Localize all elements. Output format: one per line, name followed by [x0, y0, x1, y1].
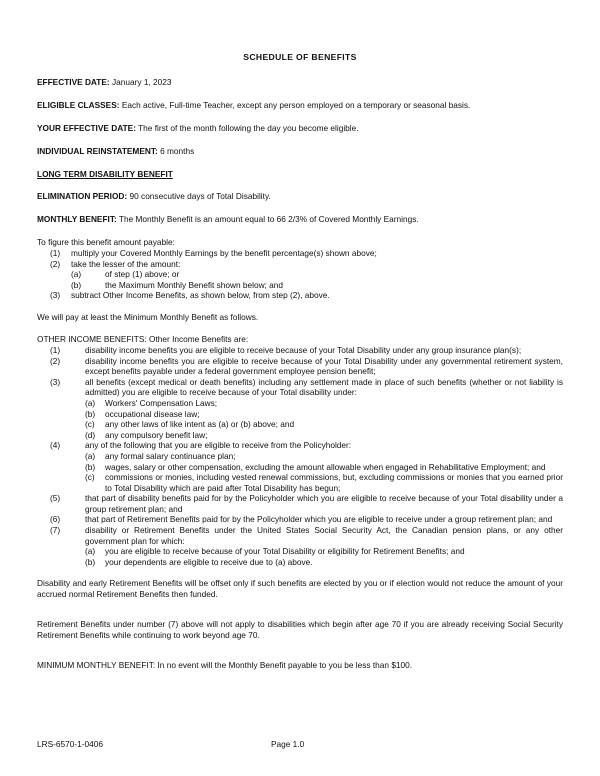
spacer	[37, 652, 563, 660]
sub-list	[85, 546, 563, 567]
list-text: that part of disability benefits paid for by the Policyholder which you are eligible to receive because of your Total disability under a group retirement plan; and	[85, 493, 563, 514]
list-text: Workers' Compensation Laws;	[105, 397, 218, 408]
list-marker: (4)	[50, 440, 61, 451]
list-text: disability income benefits you are eligible to receive because of your Total Disability under any group insurance plan(s);	[85, 344, 522, 355]
list-item	[85, 557, 563, 568]
list-text: commissions or monies, including vested renewal commissions, but, excluding commissions or monies that you earned prior to Total Disability which are paid after Total Disability has begun;	[105, 472, 563, 493]
field-label: INDIVIDUAL REINSTATEMENT:	[37, 146, 158, 156]
closing-paragraph-age-70: Retirement Benefits under number (7) above will not apply to disabilities which begin after age 70 if you are already receiving Social Security Retirement Benefits while continuing to work beyond age 70.	[37, 619, 563, 641]
list-marker: (1)	[50, 344, 61, 355]
list-item	[37, 514, 563, 525]
form-code: LRS-6570-1-0406	[37, 739, 103, 749]
field-your-effective-date	[37, 123, 563, 134]
other-income-benefits-list	[37, 345, 563, 567]
list-item	[37, 290, 563, 301]
spacer	[37, 323, 563, 334]
spacer	[37, 567, 563, 578]
field-value: 6 months	[160, 146, 195, 156]
field-eligible-classes	[37, 100, 563, 111]
spacer	[37, 611, 563, 619]
list-text: of step (1) above; or	[105, 269, 180, 280]
field-other-income-benefits	[37, 334, 563, 345]
field-monthly-benefit	[37, 214, 563, 225]
field-label: ELIGIBLE CLASSES:	[37, 100, 120, 110]
list-marker: (7)	[50, 525, 61, 536]
list-text: your dependents are eligible to receive due to (a) above.	[105, 556, 313, 567]
list-item	[37, 248, 563, 259]
list-text: subtract Other Income Benefits, as shown below, from step (2), above.	[71, 290, 330, 301]
list-marker: (c)	[85, 472, 95, 483]
minimum-benefit-note: We will pay at least the Minimum Monthly Benefit as follows.	[37, 311, 259, 322]
list-text: all benefits (except medical or death benefits) including any settlement made in place of such benefits (whether or not liability is admitted) you are eligible to receive because of your Total disability under:	[85, 376, 563, 398]
list-marker: (6)	[50, 514, 61, 525]
sub-list	[85, 398, 563, 440]
figure-substeps-list	[71, 269, 563, 290]
list-item	[37, 525, 563, 567]
list-marker: (c)	[85, 419, 95, 430]
figure-intro: To figure this benefit amount payable:	[37, 237, 175, 247]
section-heading-long-term-disability: LONG TERM DISABILITY BENEFIT	[37, 169, 173, 179]
field-value: Each active, Full-time Teacher, except any person employed on a temporary or seasonal basis.	[121, 100, 471, 110]
field-label: MONTHLY BENEFIT:	[37, 214, 117, 224]
list-marker: (d)	[85, 429, 96, 440]
list-marker: (a)	[85, 397, 96, 408]
field-value: The Monthly Benefit is an amount equal to 66 2/3% of Covered Monthly Earnings.	[118, 214, 419, 224]
page-title: SCHEDULE OF BENEFITS	[243, 52, 357, 62]
spacer	[37, 301, 563, 312]
field-elimination-period	[37, 191, 563, 202]
page-number: Page 1.0	[271, 739, 305, 749]
sub-list	[85, 451, 563, 493]
list-marker: (b)	[85, 408, 96, 419]
list-marker: (a)	[85, 546, 96, 557]
list-marker: (b)	[71, 279, 82, 290]
field-effective-date	[37, 77, 563, 88]
list-text: multiply your Covered Monthly Earnings by the benefit percentage(s) shown above;	[71, 248, 377, 258]
list-item-sublist-container	[37, 269, 563, 290]
list-text: take the lesser of the amount:	[71, 258, 181, 269]
field-label: MINIMUM MONTHLY BENEFIT:	[37, 660, 156, 671]
list-text: that part of Retirement Benefits paid for by the Policyholder which you are eligible to receive under a group retirement plan; and	[85, 514, 553, 525]
list-item	[85, 430, 563, 441]
list-item	[85, 409, 563, 420]
list-item	[85, 451, 563, 462]
field-value: The first of the month following the day you become eligible.	[138, 123, 359, 133]
list-text: any compulsory benefit law;	[105, 429, 208, 440]
field-label: EFFECTIVE DATE:	[37, 77, 110, 87]
field-label: YOUR EFFECTIVE DATE:	[37, 123, 136, 133]
list-marker: (1)	[50, 248, 61, 258]
list-text: the Maximum Monthly Benefit shown below; and	[105, 279, 284, 290]
list-item	[85, 419, 563, 430]
list-text: occupational disease law;	[105, 408, 200, 419]
list-marker: (a)	[71, 269, 82, 280]
list-item	[85, 398, 563, 409]
list-text: any other laws of like intent as (a) or (b) above; and	[105, 419, 295, 430]
list-item	[37, 345, 563, 356]
list-marker: (b)	[85, 461, 96, 472]
list-marker: (b)	[85, 556, 96, 567]
field-value: January 1, 2023	[112, 77, 172, 87]
field-value: Other Income Benefits are:	[149, 333, 249, 344]
document-body	[37, 52, 563, 671]
list-item	[85, 462, 563, 473]
list-text: disability income benefits you are eligible to receive because of your Total Disability under any governmental retirement system, except benefits payable under a federal government employee pension benefit;	[85, 355, 563, 377]
field-individual-reinstatement	[37, 146, 563, 157]
list-marker: (5)	[50, 493, 61, 504]
field-minimum-monthly-benefit	[37, 660, 563, 671]
field-label: ELIMINATION PERIOD:	[37, 191, 128, 201]
list-item	[85, 546, 563, 557]
list-marker: (3)	[50, 290, 61, 301]
field-value: In no event will the Monthly Benefit payable to you be less than $100.	[157, 660, 413, 671]
list-item	[71, 280, 563, 291]
field-label: OTHER INCOME BENEFITS:	[37, 333, 147, 344]
list-text: wages, salary or other compensation, excluding the amount allowable when engaged in Rehabilitative Employment; and	[105, 461, 546, 472]
list-item	[37, 259, 563, 270]
list-item	[71, 269, 563, 280]
list-text: you are eligible to receive because of your Total Disability or eligibility for Retirement Benefits; and	[105, 546, 465, 557]
figure-steps-list	[37, 248, 563, 301]
list-item	[37, 356, 563, 377]
field-value: 90 consecutive days of Total Disability.	[129, 191, 271, 201]
list-marker: (2)	[50, 355, 61, 366]
list-text: any of the following that you are eligible to receive from the Policyholder:	[85, 440, 352, 451]
list-marker: (3)	[50, 376, 61, 387]
list-marker: (a)	[85, 450, 96, 461]
list-item	[37, 493, 563, 514]
list-item	[37, 440, 563, 493]
list-text: disability or Retirement Benefits under the United States Social Security Act, the Canadian pension plans, or any other government plan for which:	[85, 525, 563, 546]
list-item	[85, 472, 563, 493]
closing-paragraph-offset: Disability and early Retirement Benefits will be offset only if such benefits are elected by you or if election would not reduce the amount of your accrued normal Retirement Benefits then funded.	[37, 578, 563, 600]
list-item	[37, 377, 563, 441]
list-marker: (2)	[50, 258, 61, 269]
list-text: any formal salary continuance plan;	[105, 450, 236, 461]
